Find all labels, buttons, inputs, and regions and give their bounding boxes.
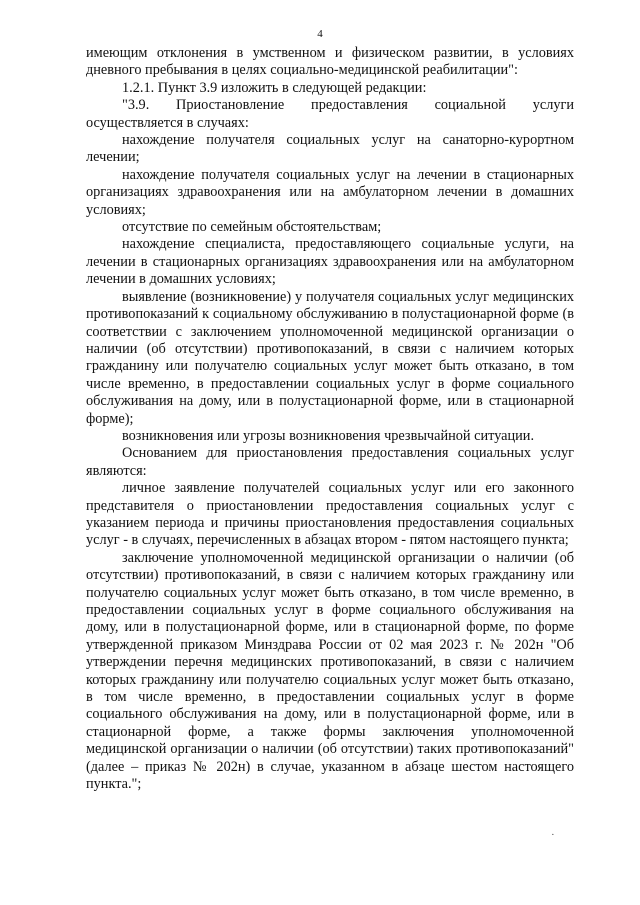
paragraph-case-hospital: нахождение получателя социальных услуг на лечении в стационарных организациях здравоохранения или на амбулаторном лечении в домашних условиях; (86, 166, 574, 218)
paragraph-continuation: имеющим отклонения в умственном и физическом развитии, в условиях дневного пребывания в целях социально-медицинской реабилитации": (86, 45, 574, 79)
document-body (86, 45, 574, 793)
paragraph-grounds-medical-conclusion: заключение уполномоченной медицинской организации о наличии (об отсутствии) противопоказаний, в связи с наличием которых гражданину или получателю социальных услуг может быть отказано, в том числе временно, в предоставлении социальных услуг в форме социального обслуживания на дому, или в полустационарной форме, или в стационарной форме, по форме утвержденной приказом Минздрава России от 02 мая 2023 г. № 202н "Об утверждении перечня медицинских противопоказаний, в связи с наличием которых гражданину или получателю социальных услуг может быть отказано, в том числе временно, в предоставлении социальных услуг в форме социального обслуживания на дому, или в полустационарной форме, или в стационарной форме, а также формы заключения уполномоченной медицинской организации о наличии (об отсутствии) таких противопоказаний" (далее – приказ № 202н) в случае, указанном в абзаце шестом настоящего пункта."; (86, 549, 574, 793)
paragraph-clause-3-9: "3.9. Приостановление предоставления социальной услуги осуществляется в случаях: (86, 97, 574, 131)
paragraph-case-specialist: нахождение специалиста, предоставляющего социальные услуги, на лечении в стационарных организациях здравоохранения или на амбулаторном лечении в домашних условиях; (86, 236, 574, 288)
paragraph-case-emergency: возникновения или угрозы возникновения чрезвычайной ситуации. (122, 427, 535, 444)
margin-mark: · (551, 829, 555, 841)
paragraph-amendment-intro: 1.2.1. Пункт 3.9 изложить в следующей редакции: (122, 79, 427, 96)
paragraph-case-contraindications: выявление (возникновение) у получателя социальных услуг медицинских противопоказаний к социальному обслуживанию в полустационарной форме (в соответствии с заключением уполномоченной медицинской организации о наличии (об отсутствии) противопоказаний, в связи с наличием которых гражданину или получателю социальных услуг может быть отказано, в том числе временно, в предоставлении социальных услуг в форме социального обслуживания на дому, или в полустационарной форме, или в стационарной форме); (86, 288, 574, 427)
paragraph-case-family: отсутствие по семейным обстоятельствам; (122, 219, 382, 236)
paragraph-grounds-application: личное заявление получателей социальных услуг или его законного представителя о приостановлении предоставления социальных услуг с указанием периода и причины приостановления предоставления социальных услуг - в случаях, перечисленных в абзацах втором - пятом настоящего пункта; (86, 480, 574, 549)
paragraph-case-sanatorium: нахождение получателя социальных услуг на санаторно-курортном лечении; (86, 132, 574, 166)
paragraph-grounds-intro: Основанием для приостановления предоставления социальных услуг являются: (86, 445, 574, 479)
page-number: 4 (317, 28, 323, 40)
